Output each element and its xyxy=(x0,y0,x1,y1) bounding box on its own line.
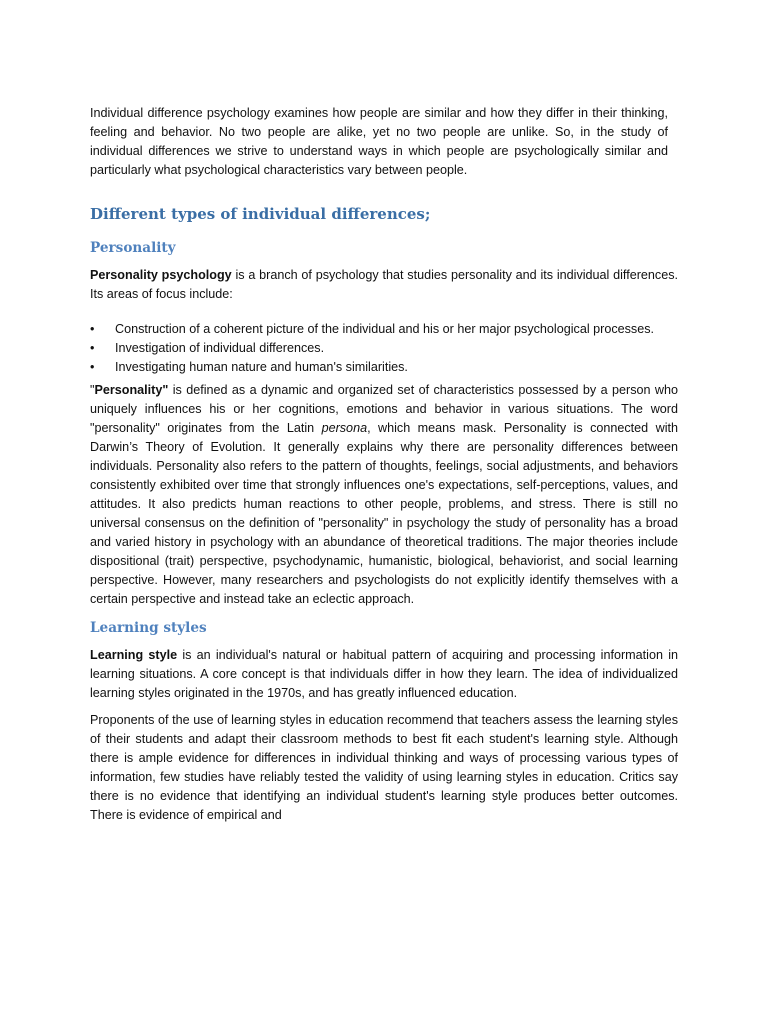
learning-styles-proponents-paragraph: Proponents of the use of learning styles in education recommend that teachers assess the learning styles of their students and adapt their classroom methods to best fit each student's learning style. Although there is ample evidence for differences in individual thinking and ways of processing various types of information, few studies have reliably tested the validity of using learning styles in education. Critics say there is no evidence that identifying an individual student's learning style produces better outcomes. There is evidence of empirical and xyxy=(90,713,678,822)
definition-text-part1: is defined as a dynamic and organized set of characteristics possessed by a person who uniquely influences his or her cognitions, emotions and behavior in various situations. The word "personality" originates from the Latin xyxy=(90,383,678,435)
subheading-learning-styles: Learning styles xyxy=(90,620,207,636)
list-item-text: Construction of a coherent picture of the individual and his or her major psychological processes. xyxy=(115,322,655,336)
learning-style-intro-text: is an individual's natural or habitual pattern of acquiring and processing information in learning situations. A core concept is that individuals differ in how they learn. The idea of individualized learning styles originated in the 1970s, and has greatly influenced education. xyxy=(90,648,678,700)
personality-term: Personality" xyxy=(94,383,169,397)
document-page xyxy=(90,104,678,825)
bullet-glyph: • xyxy=(90,360,95,374)
personality-intro-text: is a branch of psychology that studies personality and its individual differences. Its areas of focus include: xyxy=(90,268,679,301)
personality-definition-paragraph xyxy=(90,381,678,609)
list-item xyxy=(90,339,678,358)
personality-psychology-term: Personality psychology xyxy=(90,268,232,282)
persona-term: persona xyxy=(321,421,368,435)
learning-style-intro-paragraph xyxy=(90,646,678,703)
list-item xyxy=(90,320,678,339)
list-item xyxy=(90,358,678,377)
bullet-glyph: • xyxy=(90,322,95,336)
open-quote: " xyxy=(90,383,95,397)
intro-paragraph: Individual difference psychology examines how people are similar and how they differ in their thinking, feeling and behavior. No two people are alike, yet no two people are unlike. So, in the study of individual differences we strive to understand ways in which people are psychologically similar and particularly what psychological characteristics vary between people. xyxy=(90,106,668,177)
section-heading-types: Different types of individual differences; xyxy=(90,205,431,223)
bullet-glyph: • xyxy=(90,341,95,355)
list-item-text: Investigation of individual differences. xyxy=(115,341,325,355)
learning-style-term: Learning style xyxy=(90,648,178,662)
definition-text-part2: , which means mask. Personality is connected with Darwin’s Theory of Evolution. It generally explains why there are personality differences between individuals. Personality also refers to the pattern of thoughts, feelings, social adjustments, and behaviors consistently exhibited over time that strongly influences one's expectations, self-perceptions, values, and attitudes. It also predicts human reactions to other people, problems, and stress. There is still no universal consensus on the definition of "personality" in psychology the study of personality has a broad and varied history in psychology with an abundance of theoretical traditions. The major theories include dispositional (trait) perspective, psychodynamic, humanistic, biological, behaviorist, and social learning perspective. However, many researchers and psychologists do not explicitly identify themselves with a certain perspective and instead take an eclectic approach. xyxy=(90,421,679,606)
subheading-personality: Personality xyxy=(90,240,176,256)
list-item-text: Investigating human nature and human's similarities. xyxy=(115,360,408,374)
personality-intro-paragraph xyxy=(90,266,678,304)
personality-focus-list xyxy=(90,320,678,377)
